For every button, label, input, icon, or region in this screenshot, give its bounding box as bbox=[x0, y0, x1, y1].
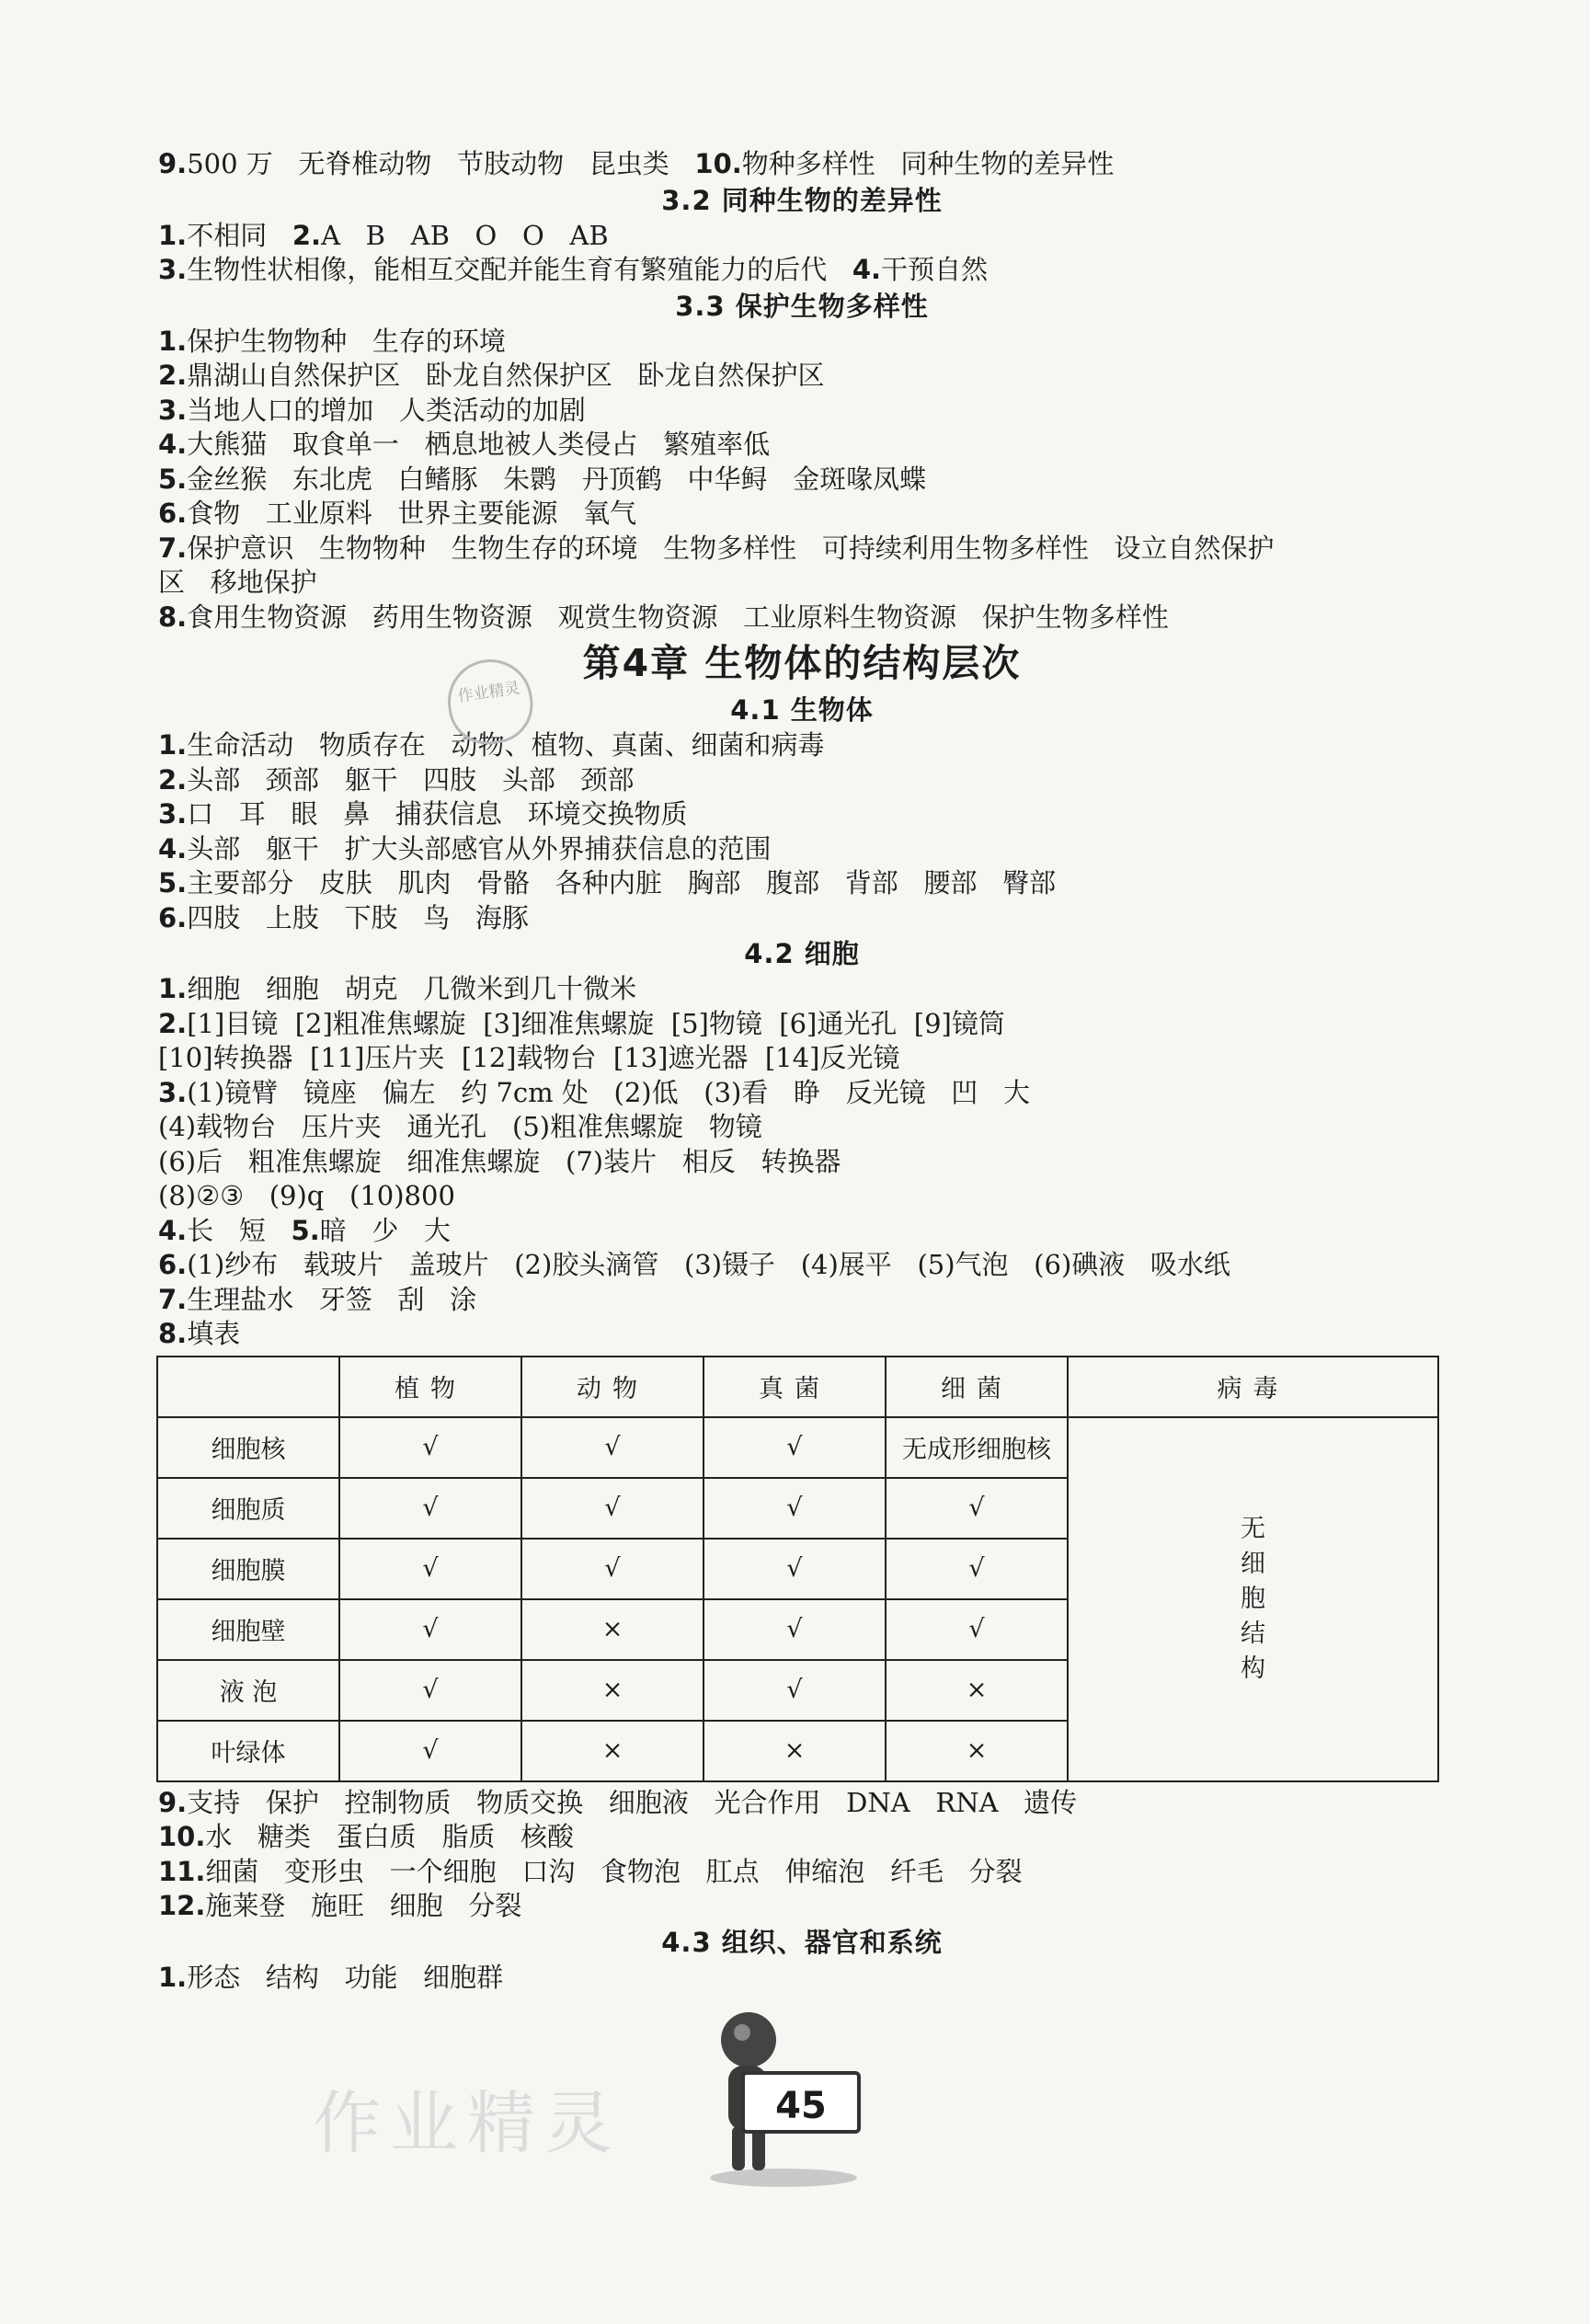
answer-line: 2.[1]目镜 [2]粗准焦螺旋 [3]细准焦螺旋 [5]物镜 [6]通光孔 [9]镜筒 bbox=[158, 1007, 1005, 1039]
section-heading-3-2: 3.2 同种生物的差异性 bbox=[661, 184, 943, 216]
table-cell: √ bbox=[886, 1599, 1068, 1660]
row-label: 细胞壁 bbox=[157, 1599, 339, 1660]
table-cell: × bbox=[521, 1660, 703, 1721]
table-header-cell bbox=[157, 1357, 339, 1417]
table-cell: √ bbox=[703, 1660, 886, 1721]
answer-line: 1.不相同 2.A B AB O O AB bbox=[158, 219, 609, 251]
table-cell: √ bbox=[521, 1539, 703, 1599]
page-number: 45 bbox=[741, 2071, 861, 2134]
answer-line: 区 移地保护 bbox=[158, 567, 317, 598]
answer-line: 12.施莱登 施旺 细胞 分裂 bbox=[158, 1890, 522, 1921]
virus-char: 无 bbox=[1241, 1514, 1265, 1543]
virus-char: 构 bbox=[1241, 1654, 1265, 1683]
table-cell: × bbox=[886, 1721, 1068, 1781]
answer-line: 7.生理盐水 牙签 刮 涂 bbox=[158, 1283, 477, 1315]
table-cell: × bbox=[521, 1599, 703, 1660]
answer-line: 2.头部 颈部 躯干 四肢 头部 颈部 bbox=[158, 763, 635, 796]
table-header-cell: 植物 bbox=[339, 1357, 521, 1417]
virus-char: 胞 bbox=[1241, 1584, 1265, 1613]
answer-line: 1.保护生物物种 生存的环境 bbox=[158, 325, 506, 357]
answer-line: 8.食用生物资源 药用生物资源 观赏生物资源 工业原料生物资源 保护生物多样性 bbox=[158, 601, 1169, 633]
table-header-row bbox=[157, 1357, 1438, 1417]
table-cell: × bbox=[703, 1721, 886, 1781]
row-label: 细胞膜 bbox=[157, 1539, 339, 1599]
row-label: 叶绿体 bbox=[157, 1721, 339, 1781]
answer-line: 4.大熊猫 取食单一 栖息地被人类侵占 繁殖率低 bbox=[158, 429, 771, 460]
answer-line: 9.500 万 无脊椎动物 节肢动物 昆虫类 10.物种多样性 同种生物的差异性 bbox=[158, 148, 1115, 179]
row-label: 细胞质 bbox=[157, 1478, 339, 1539]
line-block-6 bbox=[158, 1786, 1446, 1924]
answer-line: 10.水 糖类 蛋白质 脂质 核酸 bbox=[158, 1821, 574, 1852]
table-header-cell: 病毒 bbox=[1068, 1357, 1438, 1417]
answer-line: (8)②③ (9)q (10)800 bbox=[158, 1180, 455, 1211]
line-block-1 bbox=[158, 147, 1446, 182]
chapter-title: 第4章 生物体的结构层次 bbox=[582, 641, 1022, 685]
answer-line: 9.支持 保护 控制物质 物质交换 细胞液 光合作用 DNA RNA 遗传 bbox=[158, 1786, 1078, 1818]
answer-line: 3.生物性状相像，能相互交配并能生育有繁殖能力的后代 4.干预自然 bbox=[158, 254, 989, 285]
answer-line: 4.长 短 5.暗 少 大 bbox=[158, 1214, 452, 1246]
answer-line: 4.头部 躯干 扩大头部感官从外界捕获信息的范围 bbox=[158, 832, 772, 864]
table-cell: √ bbox=[886, 1478, 1068, 1539]
answer-line: 1.细胞 细胞 胡克 几微米到几十微米 bbox=[158, 973, 637, 1004]
answer-line: 2.鼎湖山自然保护区 卧龙自然保护区 卧龙自然保护区 bbox=[158, 360, 825, 391]
answer-line: 6.食物 工业原料 世界主要能源 氧气 bbox=[158, 498, 637, 529]
table-cell: √ bbox=[703, 1539, 886, 1599]
line-block-7 bbox=[158, 1961, 1446, 1996]
section-heading-4-2: 4.2 细胞 bbox=[744, 938, 860, 969]
table-header-cell: 动物 bbox=[521, 1357, 703, 1417]
answer-line: 1.生命活动 物质存在 动物、植物、真菌、细菌和病毒 bbox=[158, 729, 825, 761]
answer-line: [10]转换器 [11]压片夹 [12]载物台 [13]遮光器 [14]反光镜 bbox=[158, 1042, 900, 1073]
table-cell: √ bbox=[703, 1599, 886, 1660]
virus-cell bbox=[1068, 1417, 1438, 1781]
cell-structure-table bbox=[156, 1356, 1439, 1782]
table-cell: √ bbox=[339, 1478, 521, 1539]
table-cell: √ bbox=[339, 1539, 521, 1599]
table-cell: √ bbox=[339, 1721, 521, 1781]
table-cell: × bbox=[521, 1721, 703, 1781]
table-cell: √ bbox=[703, 1417, 886, 1478]
table-cell: √ bbox=[886, 1539, 1068, 1599]
table-header-cell: 真菌 bbox=[703, 1357, 886, 1417]
table-cell: 无成形细胞核 bbox=[886, 1417, 1068, 1478]
row-label: 细胞核 bbox=[157, 1417, 339, 1478]
virus-char: 结 bbox=[1241, 1619, 1265, 1648]
answer-line: 7.保护意识 生物物种 生物生存的环境 生物多样性 可持续利用生物多样性 设立自然保护 bbox=[158, 532, 1275, 564]
answer-line: 3.当地人口的增加 人类活动的加剧 bbox=[158, 394, 586, 426]
virus-char: 细 bbox=[1241, 1549, 1265, 1578]
answer-line: 8.填表 bbox=[158, 1318, 241, 1349]
line-block-2 bbox=[158, 219, 1446, 288]
answer-line: 3.口 耳 眼 鼻 捕获信息 环境交换物质 bbox=[158, 798, 688, 830]
section-heading-3-3: 3.3 保护生物多样性 bbox=[675, 290, 929, 322]
line-block-3 bbox=[158, 325, 1446, 635]
row-label: 液 泡 bbox=[157, 1660, 339, 1721]
answer-line: 3.(1)镜臂 镜座 偏左 约 7cm 处 (2)低 (3)看 睁 反光镜 凹 大 bbox=[158, 1076, 1030, 1108]
table-row bbox=[157, 1417, 1438, 1478]
watermark-text: 作业精灵 bbox=[313, 2084, 622, 2163]
answer-line: 11.细菌 变形虫 一个细胞 口沟 食物泡 肛点 伸缩泡 纤毛 分裂 bbox=[158, 1855, 1023, 1887]
table-cell: √ bbox=[703, 1478, 886, 1539]
answer-line: (4)载物台 压片夹 通光孔 (5)粗准焦螺旋 物镜 bbox=[158, 1111, 762, 1142]
answer-line: 5.主要部分 皮肤 肌肉 骨骼 各种内脏 胸部 腹部 背部 腰部 臀部 bbox=[158, 867, 1057, 899]
section-heading-4-1: 4.1 生物体 bbox=[730, 694, 874, 726]
answer-line: 6.四肢 上肢 下肢 鸟 海豚 bbox=[158, 901, 529, 933]
stamp-logo: 作业精灵 bbox=[442, 654, 538, 750]
table-cell: √ bbox=[339, 1417, 521, 1478]
line-block-5 bbox=[158, 972, 1446, 1352]
table-cell: √ bbox=[521, 1478, 703, 1539]
answer-line: 1.形态 结构 功能 细胞群 bbox=[158, 1961, 504, 1993]
answer-page bbox=[158, 147, 1446, 1995]
table-cell: √ bbox=[339, 1599, 521, 1660]
answer-line: 6.(1)纱布 载玻片 盖玻片 (2)胶头滴管 (3)镊子 (4)展平 (5)气泡 (6)碘液 吸水纸 bbox=[158, 1249, 1230, 1280]
answer-line: (6)后 粗准焦螺旋 细准焦螺旋 (7)装片 相反 转换器 bbox=[158, 1145, 841, 1177]
table-cell: √ bbox=[339, 1660, 521, 1721]
section-heading-4-3: 4.3 组织、器官和系统 bbox=[661, 1926, 943, 1958]
table-cell: √ bbox=[521, 1417, 703, 1478]
line-block-4 bbox=[158, 728, 1446, 935]
table-cell: × bbox=[886, 1660, 1068, 1721]
answer-line: 5.金丝猴 东北虎 白鳍豚 朱鹮 丹顶鹤 中华鲟 金斑喙凤蝶 bbox=[158, 463, 927, 495]
table-header-cell: 细菌 bbox=[886, 1357, 1068, 1417]
